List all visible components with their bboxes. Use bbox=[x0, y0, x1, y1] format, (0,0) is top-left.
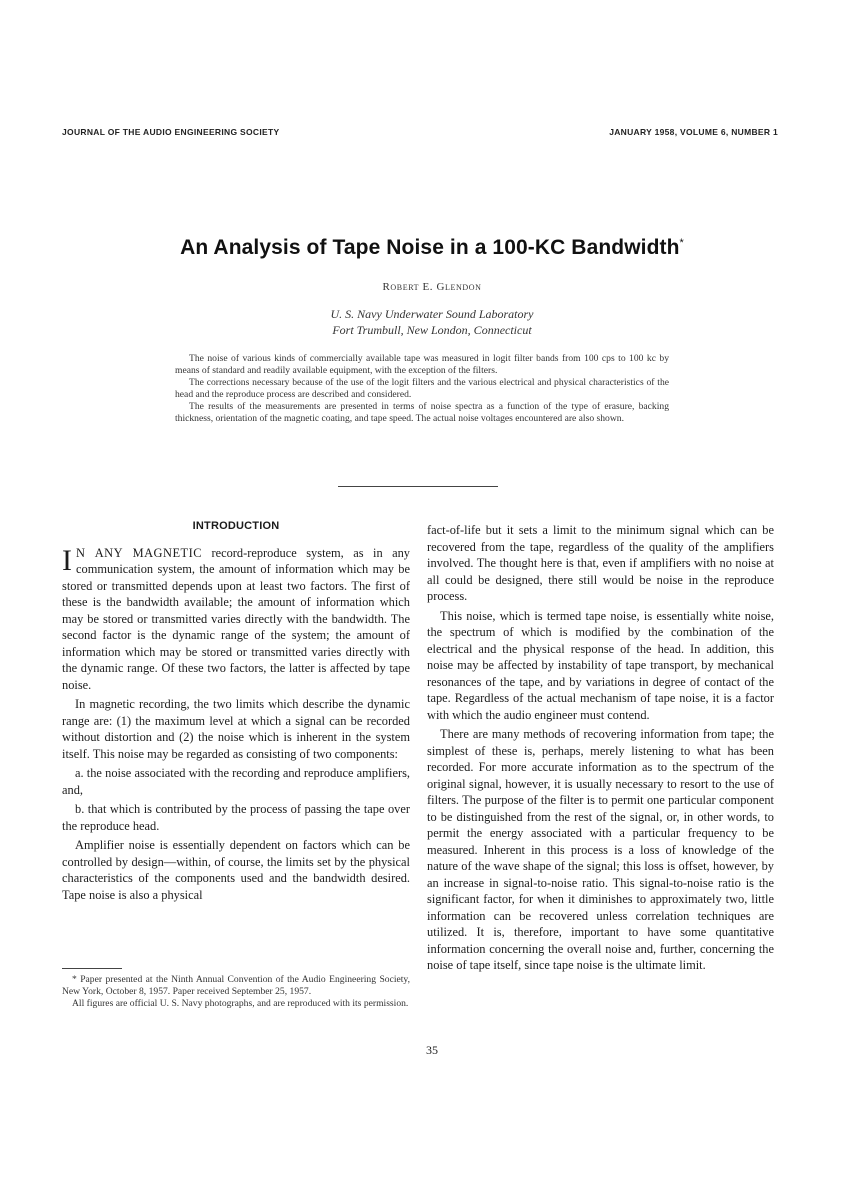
left-column bbox=[62, 518, 410, 906]
author-name: Robert E. Glendon bbox=[382, 281, 482, 293]
affiliation-line-1: U. S. Navy Underwater Sound Laboratory bbox=[330, 307, 534, 321]
page-number: 35 bbox=[426, 1043, 438, 1057]
abstract-paragraph: The noise of various kinds of commercially available tape was measured in logit filter bands from 100 cps to 100 kc by means of standard and readily available equipment, with the exception of the filters. bbox=[175, 353, 669, 376]
intro-text: record-reproduce system, as in any communication system, the amount of information which may be stored or transmitted depends upon at least two factors. The first of these is the bandwidth available; the amount of information which may be stored or transmitted varies directly with the bandwidth. The second factor is the dynamic range of the system; the amount of information which may be stored or transmitted varies directly with the dynamic range. Of these two factors, the latter is affected by tape noise. bbox=[62, 545, 411, 692]
abstract-paragraph: The results of the measurements are presented in terms of noise spectra as a function of the type of erasure, backing thickness, orientation of the magnetic coating, and tape speed. The actual noise voltages encountered are also shown. bbox=[175, 401, 669, 424]
article-title bbox=[0, 236, 864, 260]
body-paragraph: In magnetic recording, the two limits which describe the dynamic range are: (1) the maximum level at which a signal can be recorded without distortion and (2) the noise which is inherent in the system itself. This noise may be regarded as consisting of two components: bbox=[62, 697, 410, 761]
section-heading-introduction: INTRODUCTION bbox=[192, 520, 280, 532]
right-column bbox=[427, 522, 774, 977]
footnote-rule bbox=[62, 968, 122, 969]
intro-paragraph bbox=[62, 545, 410, 694]
abstract-paragraph: The corrections necessary because of the use of the logit filters and the various electrical and physical characteristics of the head and the reproduce process are described and considered. bbox=[175, 377, 669, 400]
list-item-a: a. the noise associated with the recording and reproduce amplifiers, and, bbox=[62, 766, 410, 797]
list-item-b: b. that which is contributed by the process of passing the tape over the reproduce head. bbox=[62, 802, 410, 833]
title-footnote-marker: * bbox=[679, 237, 684, 249]
abstract bbox=[175, 353, 669, 425]
footnotes bbox=[62, 974, 410, 1010]
body-paragraph: fact-of-life but it sets a limit to the minimum signal which can be recovered from the tape, regardless of the quality of the amplifiers involved. The thought here is that, even if amplifiers with no noise at all could be designed, there still would be noise in the reproduce process. bbox=[427, 523, 774, 603]
journal-name: JOURNAL OF THE AUDIO ENGINEERING SOCIETY bbox=[62, 127, 280, 137]
body-paragraph: Amplifier noise is essentially dependent on factors which can be controlled by design—within, of course, the limits set by the physical characteristics of the components used and the bandwidth desired. Tape noise is also a physical bbox=[62, 838, 410, 902]
issue-info: JANUARY 1958, VOLUME 6, NUMBER 1 bbox=[609, 127, 778, 137]
body-paragraph: This noise, which is termed tape noise, is essentially white noise, the spectrum of which is modified by the combination of the electrical and the physical response of the head. In addition, this noise may be affected by instability of tape transport, by mechanical resonances of the tape, and by variations in degree of contact of the tape. Regardless of the actual mechanism of tape noise, it is a factor with which the audio engineer must contend. bbox=[427, 608, 774, 722]
footnote: All figures are official U. S. Navy photographs, and are reproduced with its permission. bbox=[72, 998, 409, 1009]
intro-caps: N ANY MAGNETIC bbox=[76, 545, 202, 560]
article-title-text: An Analysis of Tape Noise in a 100-KC Bandwidth bbox=[180, 236, 680, 259]
drop-cap: I bbox=[62, 543, 72, 577]
section-divider bbox=[338, 486, 498, 487]
body-paragraph: There are many methods of recovering information from tape; the simplest of these is, perhaps, merely listening to what has been recorded. For more accurate information as to the spectrum of the original signal, however, it is usually necessary to resort to the use of filters. The purpose of the filter is to permit one particular component to be distinguished from the rest of the signal, or, in other words, to permit the energy associated with a particular frequency to be measured. Inherent in this process is a loss of knowledge of the nature of the wave shape of the signal; this loss is offset, however, by an increase in signal-to-noise ratio. This signal-to-noise ratio is the significant factor, for when it diminishes to approximately two, little information can be recovered unless correlation techniques are utilized. It is, therefore, important to have some quantitative information concerning the overall noise and, further, concerning the noise of tape itself, since tape noise is the ultimate limit. bbox=[427, 727, 774, 972]
footnote: * Paper presented at the Ninth Annual Convention of the Audio Engineering Society, New York, October 8, 1957. Paper received September 25, 1957. bbox=[62, 974, 410, 997]
affiliation-line-2: Fort Trumbull, New London, Connecticut bbox=[332, 323, 532, 337]
